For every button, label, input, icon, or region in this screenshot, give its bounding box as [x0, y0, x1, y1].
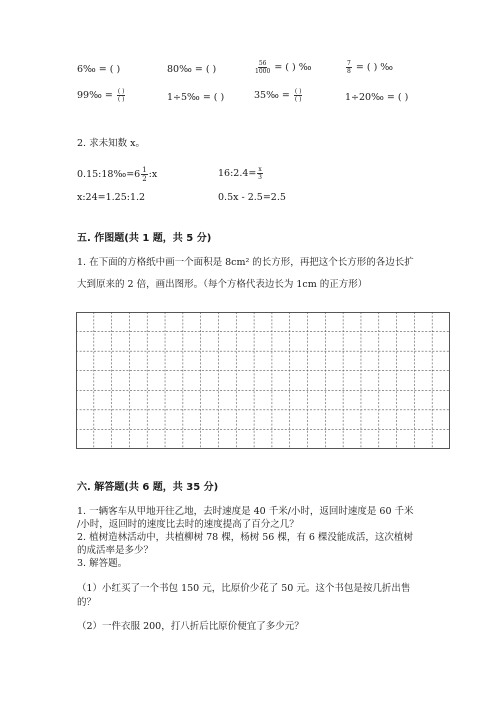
- equation-2: 16:2.4= $\frac{x}{3}$: [218, 166, 262, 181]
- calc-item-80-permille: 80‰ = ( ): [167, 64, 217, 75]
- blank-fraction: $\frac{( )}{( )}$: [117, 88, 125, 103]
- subproblem-2: （2）一件衣服 200，打八折后比原价便宜了多少元？: [77, 621, 304, 632]
- section-6-heading: 六. 解答题(共 6 题，共 35 分): [77, 482, 219, 493]
- grid-border: [77, 313, 450, 449]
- q2-title: 2. 求未知数 x。: [77, 138, 145, 149]
- fraction: $\frac{1}{2}$: [142, 166, 147, 183]
- equation-1: 0.15:18‰=6 $\frac{1}{2}$ :x: [77, 166, 158, 183]
- problem-2-line-1: 2. 植树造林活动中，共植柳树 78 棵，杨树 56 棵，有 6 棵没能成活，这次植树: [77, 532, 413, 543]
- section-5-question-line-2: 大到原来的 2 倍，画出图形。（每个方格代表边长为 1cm 的正方形）: [77, 279, 368, 290]
- calc-item-99-permille: 99‰ = $\frac{( )}{( )}$: [77, 88, 125, 103]
- fraction: $\frac{x}{3}$: [258, 166, 262, 181]
- problem-1-line-1: 1. 一辆客车从甲地开往乙地，去时速度是 40 千米/小时，返回时速度是 60 千米: [77, 506, 414, 517]
- calc-item-7-over-8: $\frac{7}{8}$ = ( ) ‰: [347, 60, 394, 75]
- equation-3: x:24=1.25:1.2: [77, 192, 146, 203]
- calc-item-56-over-1000: $\frac{56}{1000}$ = ( ) ‰: [255, 60, 312, 75]
- problem-2-line-2: 的成活率是多少？: [77, 545, 154, 556]
- subproblem-1-line-2: 的？: [77, 597, 97, 608]
- equation-4: 0.5x - 2.5=2.5: [218, 192, 286, 203]
- square-grid-paper[interactable]: [76, 312, 450, 449]
- section-5-question-line-1: 1. 在下面的方格纸中画一个面积是 8cm² 的长方形，再把这个长方形的各边长扩: [77, 257, 414, 268]
- blank-fraction: $\frac{( )}{( )}$: [294, 88, 302, 103]
- calc-item-1-div-20-permille: 1÷20‰ = ( ): [345, 92, 409, 103]
- section-5-heading: 五. 作图题(共 1 题，共 5 分): [77, 233, 212, 244]
- problem-3-title: 3. 解答题。: [77, 558, 128, 569]
- calc-item-6-permille: 6‰ = ( ): [77, 64, 121, 75]
- fraction: $\frac{56}{1000}$: [255, 60, 271, 75]
- fraction: $\frac{7}{8}$: [347, 60, 351, 75]
- calc-item-1-div-5-permille: 1÷5‰ = ( ): [167, 92, 225, 103]
- problem-1-line-2: /小时，返回时的速度比去时的速度提高了百分之几？: [77, 519, 299, 530]
- calc-item-35-permille: 35‰ = $\frac{( )}{( )}$: [254, 88, 302, 103]
- subproblem-1-line-1: （1）小红买了一个书包 150 元，比原价少花了 50 元。这个书包是按几折出售: [77, 583, 411, 594]
